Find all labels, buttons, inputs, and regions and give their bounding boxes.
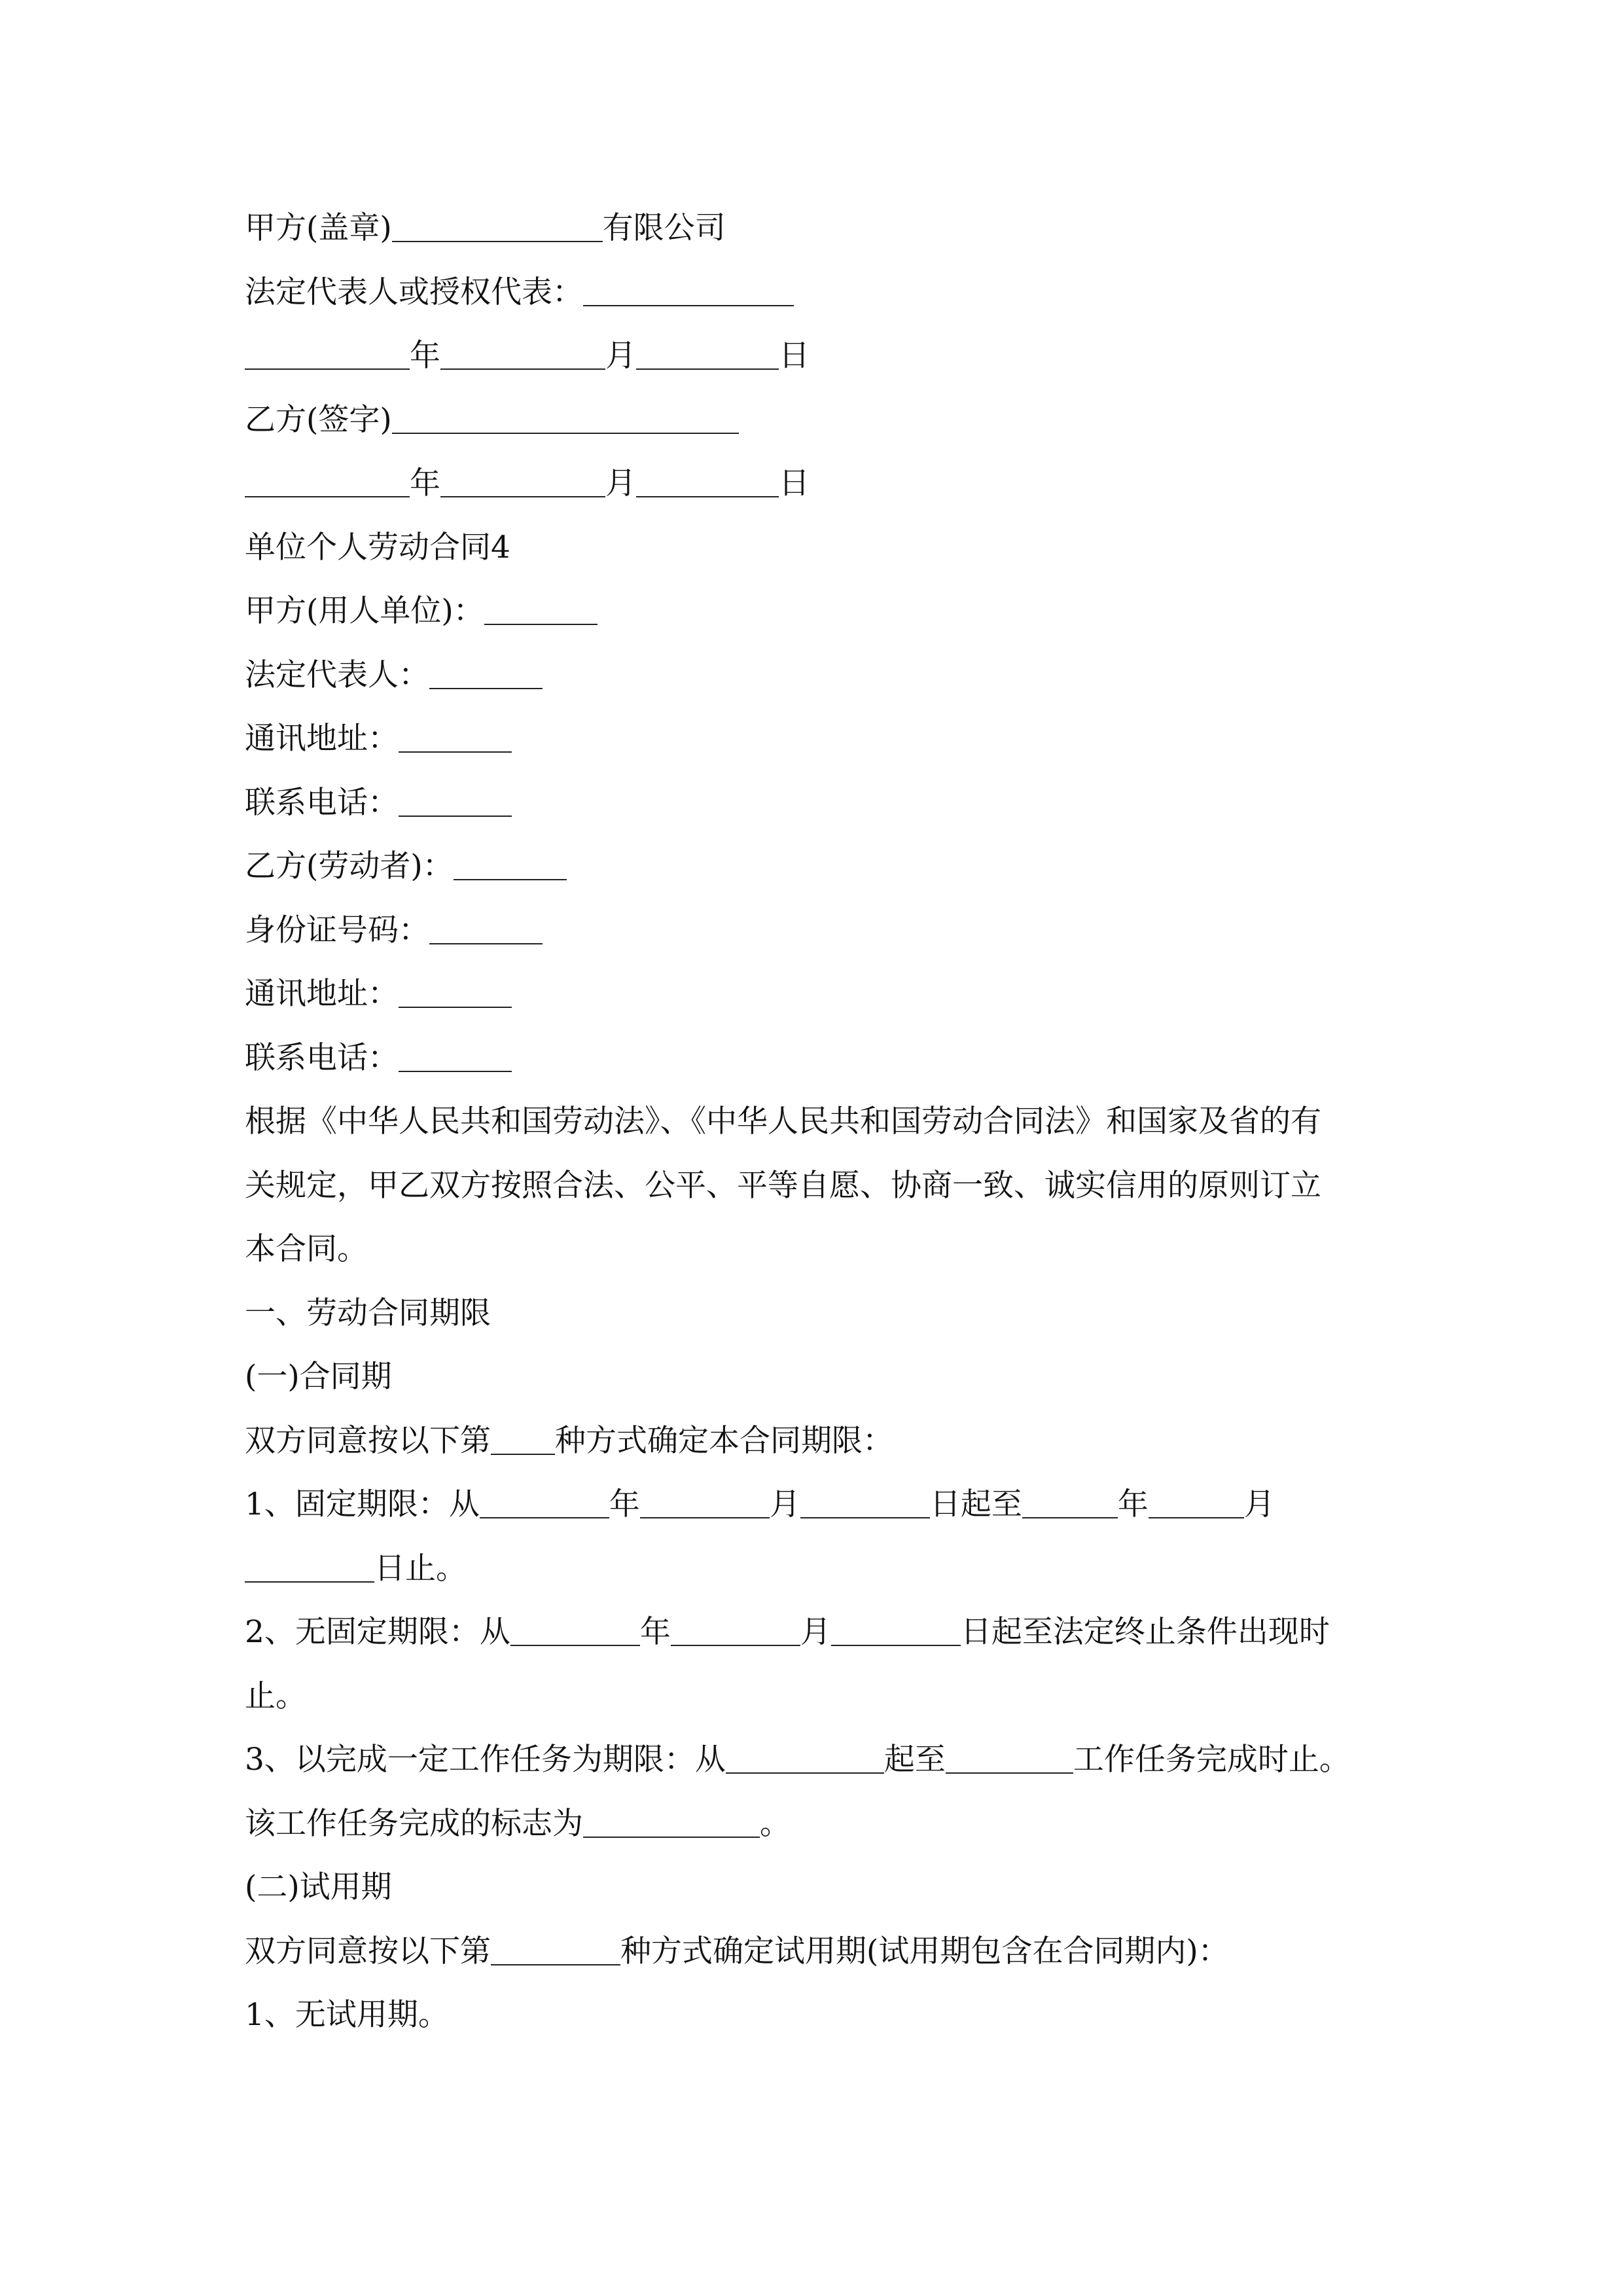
month-label: 月 [769, 1486, 800, 1522]
blank-month [640, 1484, 770, 1518]
address-label: 通讯地址： [245, 976, 399, 1012]
employer-label: 甲方(用人单位)： [245, 593, 484, 629]
blank-day [636, 336, 779, 370]
task-term-line [245, 1738, 1397, 1803]
blank-month [440, 336, 605, 370]
worker-line [245, 845, 1397, 909]
section-heading-term: 一、劳动合同期限 [245, 1295, 491, 1331]
phone-label: 联系电话： [245, 784, 399, 821]
blank-year [245, 336, 410, 370]
blank-legal-rep [583, 272, 794, 306]
blank-year [245, 463, 410, 497]
party-a-label: 甲方(盖章) [245, 210, 392, 246]
blank-month [440, 463, 605, 497]
document-body [245, 207, 1397, 2058]
phone-label: 联系电话： [245, 1039, 399, 1076]
blank-company-name [392, 208, 603, 242]
worker-phone-line [245, 1037, 1397, 1101]
task-completion-line [245, 1803, 1397, 1867]
party-b-signature-line [245, 399, 1397, 463]
term-choice-suffix: 种方式确定本合同期限： [555, 1422, 893, 1459]
subheading-contract-period: (一)合同期 [245, 1359, 392, 1395]
blank-day [245, 1549, 374, 1583]
year-label: 年 [1117, 1486, 1149, 1522]
fixed-term-line [245, 1483, 1397, 1547]
party-b-label: 乙方(签字) [245, 401, 392, 438]
blank-address [399, 974, 512, 1008]
blank-task-end [946, 1740, 1073, 1774]
fixed-term-end-line [245, 1547, 1397, 1611]
worker-label: 乙方(劳动者)： [245, 848, 454, 884]
blank-day [636, 463, 779, 497]
blank-party-b-signature [392, 400, 739, 434]
blank-task-start [726, 1740, 884, 1774]
legal-rep-label: 法定代表人或授权代表： [245, 274, 583, 310]
month-label: 月 [605, 338, 636, 374]
subheading-probation: (二)试用期 [245, 1869, 392, 1905]
blank-task-completion [583, 1804, 760, 1838]
day-label: 日 [779, 338, 810, 374]
employer-phone-line [245, 781, 1397, 846]
id-number-line [245, 909, 1397, 973]
probation-prefix: 双方同意按以下第 [245, 1933, 491, 1969]
blank-address [399, 719, 512, 753]
employer-address-line [245, 717, 1397, 781]
month-label: 月 [1243, 1486, 1275, 1522]
blank-year [510, 1612, 640, 1646]
blank-term-choice [491, 1421, 555, 1455]
open-term-suffix: 日起至法定终止条件出现时 [960, 1614, 1330, 1650]
task-term-middle: 起至 [883, 1742, 946, 1778]
id-number-label: 身份证号码： [245, 912, 429, 948]
date-line-b [245, 462, 1397, 526]
legal-rep-line [245, 654, 1397, 718]
employer-line [245, 590, 1397, 654]
blank-phone [399, 783, 512, 817]
probation-suffix: 种方式确定试用期(试用期包含在合同期内)： [620, 1933, 1229, 1969]
fixed-term-prefix: 1、固定期限：从 [245, 1486, 480, 1522]
until-label: 日止。 [374, 1550, 467, 1587]
open-term-line [245, 1611, 1397, 1675]
preamble-line-2: 关规定，甲乙双方按照合法、公平、平等自愿、协商一致、诚实信用的原则订立 [245, 1167, 1321, 1204]
blank-month [1149, 1484, 1244, 1518]
date-line-a [245, 334, 1397, 399]
term-choice-line [245, 1420, 1397, 1484]
party-a-suffix: 有限公司 [602, 210, 726, 246]
from-to-label: 日起至 [929, 1486, 1022, 1522]
worker-address-line [245, 973, 1397, 1037]
blank-phone [399, 1038, 512, 1072]
blank-legal-rep [429, 655, 543, 689]
contract-title: 单位个人劳动合同4 [245, 529, 510, 565]
blank-year [1022, 1484, 1118, 1518]
legal-rep-signature-line [245, 271, 1397, 335]
task-completion-period: 。 [760, 1805, 791, 1842]
blank-day [831, 1612, 961, 1646]
month-label: 月 [605, 465, 636, 501]
blank-employer [484, 591, 597, 625]
blank-probation-choice [491, 1931, 620, 1965]
term-choice-prefix: 双方同意按以下第 [245, 1422, 491, 1459]
blank-year [480, 1484, 609, 1518]
no-probation-line: 1、无试用期。 [245, 1997, 449, 2033]
day-label: 日 [779, 465, 810, 501]
preamble-line-1: 根据《中华人民共和国劳动法》、《中华人民共和国劳动合同法》和国家及省的有 [245, 1103, 1321, 1139]
preamble-line-3: 本合同。 [245, 1231, 368, 1267]
year-label: 年 [410, 338, 440, 374]
year-label: 年 [410, 465, 440, 501]
address-label: 通讯地址： [245, 721, 399, 757]
probation-choice-line [245, 1930, 1397, 1994]
party-a-seal-line [245, 207, 1397, 271]
task-completion-label: 该工作任务完成的标志为 [245, 1805, 583, 1842]
task-term-prefix: 3、以完成一定工作任务为期限：从 [245, 1742, 726, 1778]
legal-rep-label: 法定代表人： [245, 656, 429, 693]
blank-day [800, 1484, 930, 1518]
blank-month [671, 1612, 800, 1646]
year-label: 年 [609, 1486, 640, 1522]
month-label: 月 [800, 1614, 831, 1650]
blank-id-number [429, 910, 543, 944]
task-term-suffix: 工作任务完成时止。 [1073, 1742, 1350, 1778]
blank-worker [454, 846, 567, 880]
open-term-prefix: 2、无固定期限：从 [245, 1614, 510, 1650]
year-label: 年 [639, 1614, 671, 1650]
open-term-end-line: 止。 [245, 1677, 306, 1714]
